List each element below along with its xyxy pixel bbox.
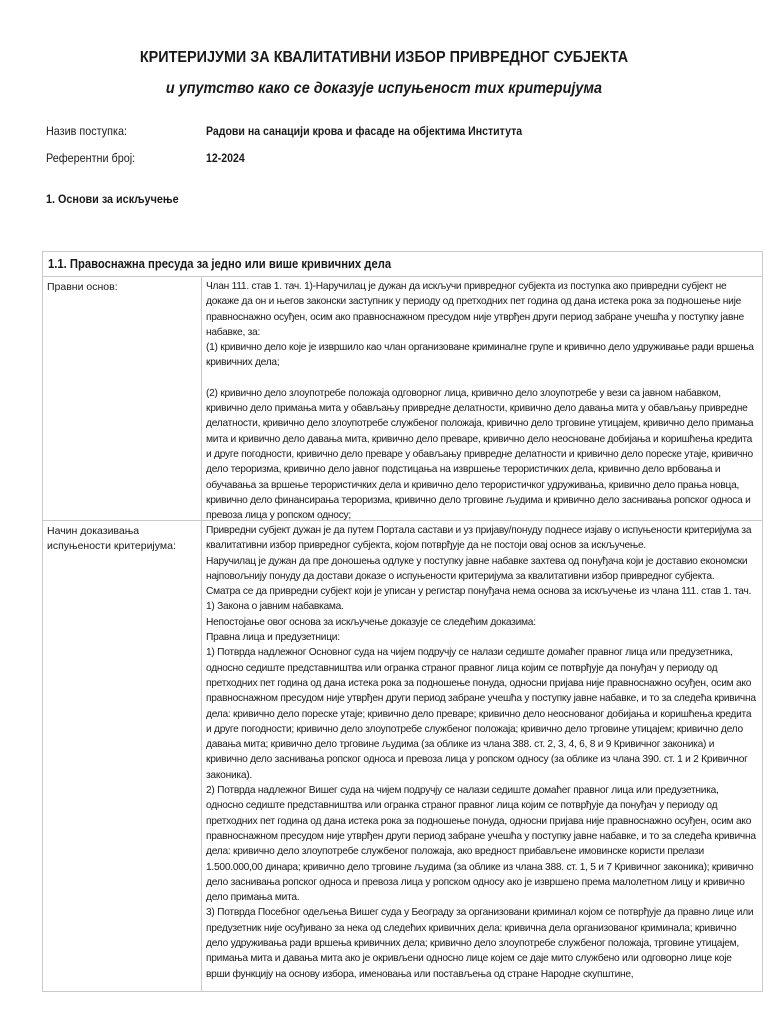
proof-paragraph: Непостојање овог основа за искључење доказује се следећим доказима: <box>206 616 536 628</box>
document-title: КРИТЕРИЈУМИ ЗА КВАЛИТАТИВНИ ИЗБОР ПРИВРЕДНОГ СУБЈЕКТА <box>139 49 629 66</box>
procedure-name-value: Радови на санацији крова и фасаде на објектима Института <box>206 124 523 138</box>
document-subtitle: и упутство како се доказује испуњеност тих критеријума <box>165 80 603 97</box>
legal-basis-text <box>202 277 762 520</box>
table-header <box>43 252 762 277</box>
legal-basis-paragraph: (1) кривично дело које је извршило као члан организоване криминалне групе и кривично дело удруживање ради вршења кривичних дела; <box>206 342 754 369</box>
proof-paragraph: Привредни субјект дужан је да путем Портала састави и уз пријаву/понуду поднесе изјаву о испуњености критеријума за квалитативни избор привредног субјекта, којом потврђује да не постоји овај основ за искључење. <box>206 525 752 552</box>
proof-paragraph: 3) Потврда Посебног одељења Вишег суда у Београду за организовани криминал којом се потврђује да правно лице или предузетник није осуђивано за нека од следећих кривичних дела: кривична дела организованог криминала; кривично дело удруживања ради вршења кривичних дела; кривично дело злоупотребе службеног положаја, трговине утицајем, примања мита и давања мита ако је окривљени односно лице којем се даје мито службено или одговорно лице које врши функцију на основу избора, именовања или постављења од стране Народне скупштине, <box>206 907 754 980</box>
reference-number-label: Референтни број: <box>46 151 136 165</box>
legal-basis-row <box>43 277 762 521</box>
table-header-text: 1.1. Правоснажна пресуда за једно или више кривичних дела <box>48 257 392 271</box>
procedure-name-label: Назив поступка: <box>46 124 127 138</box>
section-heading: 1. Основи за искључење <box>46 192 179 206</box>
criteria-table <box>42 251 763 992</box>
proof-paragraph: 2) Потврда надлежног Вишег суда на чијем подручју се налази седиште домаћег правног лица или предузетника, односно седиште представништва или огранка страног правног лица којим се потврђује да понуђач у периоду од претходних пет година од дана истека рока за подношење понуда, односни пријава није правноснажно осуђен, осим ако правноснажном пресудом није утврђен други период забране учешћа у поступку јавне набавке, и то за следећа кривична дела: кривично дело злоупотребе службеног положаја, ако вредност прибављене имовинске користи прелази 1.500.000,00 динара; кривично дело трговине људима (за облике из члана 388. ст. 1, 5 и 7 Кривичног законика); кривично дело заснивања ропског односа и превоза лица у ропском односу ако је извршено према малолетном лицу и кривично дело примања мита. <box>206 785 756 904</box>
proof-method-label: Начин доказивања испуњености критеријума: <box>43 521 202 991</box>
reference-number-value: 12-2024 <box>206 151 245 165</box>
proof-method-text <box>202 521 762 991</box>
proof-paragraph: Правна лица и предузетници: <box>206 632 340 644</box>
legal-basis-paragraph: (2) кривично дело злоупотребе положаја одговорног лица, кривично дело злоупотребе у вези са јавном набавком, кривично дело примања мита у обављању привредне делатности, кривично дело давања мита у обављању привредне делатности, кривично дело злоупотребе службеног положаја, кривично дело трговине утицајем, кривично дело примања мита и кривично дело давања мита, кривично дело преваре, кривично дело неосноване добијања и коришћења кредита и друге погодности, кривично дело преваре у обављању привредне делатности и кривично дело пореске утаје, кривично дело тероризма, кривично дело јавног подстицања на извршење терористичких дела, кривично дело врбовања и обучавања за вршење терористичких дела и кривично дело терористичког удруживања, кривично дело прања новца, кривично дело финансирања тероризма, кривично дело трговине људима и кривично дело заснивања ропског односа и превоза лица у ропском односу; <box>206 387 754 520</box>
legal-basis-label: Правни основ: <box>43 277 202 520</box>
proof-paragraph: 1) Потврда надлежног Основног суда на чијем подручју се налази седиште домаћег правног лица или предузетника, односно седиште представништва или огранка страног правног лица којим се потврђује да понуђач у периоду од претходних пет година од дана истека рока за подношење понуда, односни пријава није правноснажно осуђен, осим ако правноснажном пресудом није утврђен други период забране учешћа у поступку јавне набавке, и то за следећа кривична дела: кривично дело пореске утаје; кривично дело преваре; кривично дело неоснованог добијања и коришћења кредита и друге погодности; кривично дело злоупотребе службеног положаја; кривично дело трговине утицајем; кривично дело давања мита; кривично дело трговине људима (за облике из члана 388. ст. 2, 3, 4, 6, 8 и 9 Кривичног законика) и кривично дело заснивања ропског односа и превоза лица у ропском односу (за облике из члана 390. ст. 1 и 2 Кривичног законика). <box>206 647 756 781</box>
proof-paragraph: Сматра се да привредни субјект који је уписан у регистар понуђача нема основа за искључење из члана 111. став 1. тач. 1) Закона о јавним набавкама. <box>206 586 752 613</box>
proof-paragraph: Наручилац је дужан да пре доношења одлуке у поступку јавне набавке захтева од понуђача који је доставио економски најповољнију понуду да достави доказе о испуњености критеријума за квалитативни избор привредног субјекта. <box>206 555 748 582</box>
proof-method-row <box>43 521 762 991</box>
paragraph-gap <box>206 371 758 386</box>
legal-basis-paragraph: Члан 111. став 1. тач. 1)-Наручилац је дужан да искључи привредног субјекта из поступка ако привредни субјект не докаже да он и његов законски заступник у периоду од претходних пет година од дана истека рока за подношење није правноснажно осуђен, осим ако правноснажном пресудом није утврђен други период забране учешћа у поступку јавне набавке, за: <box>206 281 744 338</box>
